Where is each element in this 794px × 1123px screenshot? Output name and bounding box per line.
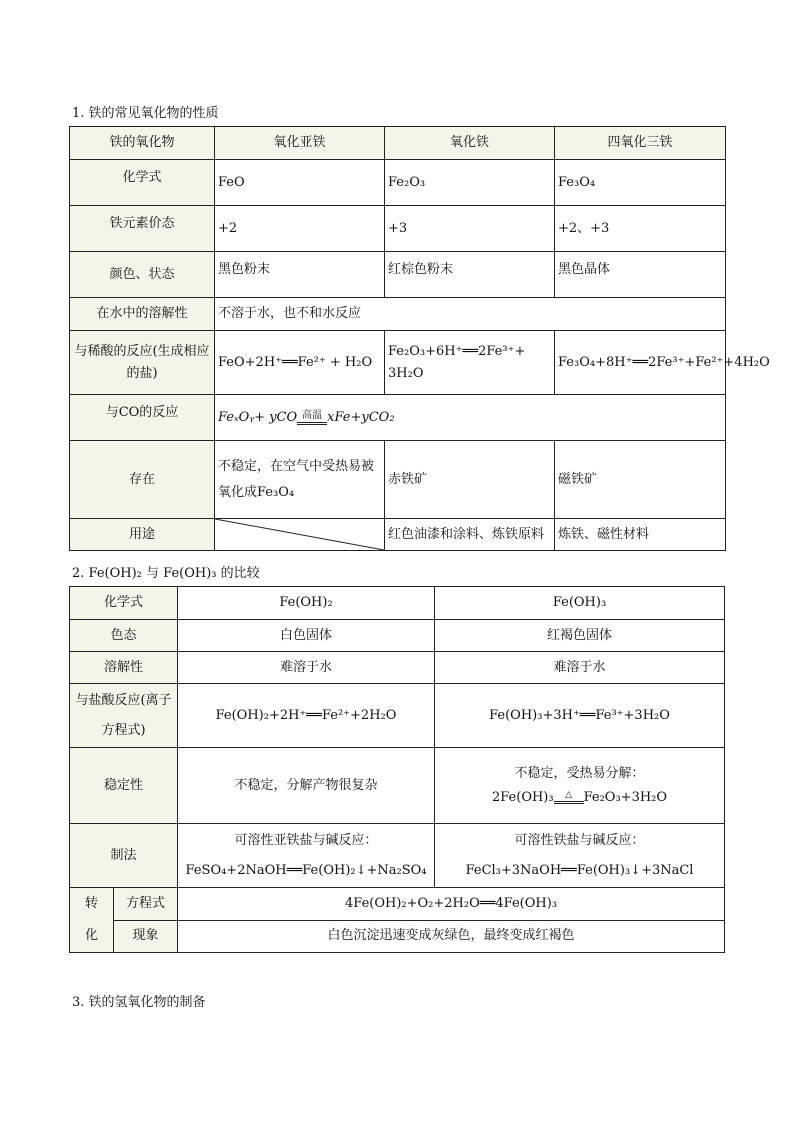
table-cell: Fe₂O₃ (385, 160, 555, 206)
table-cell: 赤铁矿 (385, 441, 555, 519)
stability-note: 不稳定，受热易分解： (514, 765, 645, 781)
table-cell: 难溶于水 (435, 652, 725, 684)
table-cell (178, 824, 435, 888)
table-cell: FeO+2H⁺══Fe²⁺ + H₂O (215, 331, 385, 395)
row-label: 用途 (70, 519, 215, 551)
iron-hydroxides-table (69, 586, 725, 953)
method-equation: FeSO₄+2NaOH══Fe(OH)₂↓+Na₂SO₄ (185, 862, 427, 878)
method-equation: FeCl₃+3NaOH══Fe(OH)₃↓+3NaCl (465, 862, 694, 878)
row-label: 现象 (114, 920, 178, 953)
table-cell: +2 (215, 206, 385, 252)
row-label: 制法 (70, 824, 178, 888)
row-label: 铁元素价态 (70, 206, 215, 252)
table-cell: 不溶于水，也不和水反应 (215, 298, 726, 331)
table-cell: +2、+3 (555, 206, 726, 252)
method-note: 可溶性铁盐与碱反应： (514, 832, 645, 848)
row-label: 存在 (70, 441, 215, 519)
table-cell: 不稳定，在空气中受热易被氧化成Fe₃O₄ (215, 441, 385, 519)
section2-title: 2. Fe(OH)₂ 与 Fe(OH)₃ 的比较 (72, 566, 260, 581)
table-cell: Fe₃O₄+8H⁺══2Fe³⁺+Fe²⁺+4H₂O (555, 331, 726, 395)
table-cell (435, 824, 725, 888)
header-cell: 四氧化三铁 (555, 127, 726, 160)
row-label: 溶解性 (70, 652, 178, 684)
table-cell: 红棕色粉末 (385, 252, 555, 298)
table-cell (435, 748, 725, 824)
table-cell: 难溶于水 (178, 652, 435, 684)
table-cell: 4Fe(OH)₂+O₂+2H₂O══4Fe(OH)₃ (178, 888, 725, 921)
table-cell: +3 (385, 206, 555, 252)
row-label: 色态 (70, 620, 178, 652)
diagonal-line (215, 519, 384, 550)
row-label: 化学式 (70, 160, 215, 206)
table-cell: Fe₃O₄ (555, 160, 726, 206)
row-label: 稳定性 (70, 748, 178, 824)
row-label: 颜色、状态 (70, 252, 215, 298)
table-cell: FeO (215, 160, 385, 206)
section3-title: 3. 铁的氢氧化物的制备 (72, 995, 206, 1010)
header-cell: 铁的氧化物 (70, 127, 215, 160)
table-cell: Fe(OH)₃ (435, 587, 725, 620)
table-cell: Fe(OH)₂+2H⁺══Fe²⁺+2H₂O (178, 684, 435, 748)
table-cell: 黑色晶体 (555, 252, 726, 298)
table-cell: 磁铁矿 (555, 441, 726, 519)
row-label: 与稀酸的反应(生成相应的盐) (70, 331, 215, 395)
row-label: 与盐酸反应(离子方程式) (70, 684, 178, 748)
row-label: 在水中的溶解性 (70, 298, 215, 331)
decomposition-equation: 2Fe(OH)₃ △ Fe₂O₃+3H₂O (491, 789, 668, 805)
section1-title: 1. 铁的常见氧化物的性质 (72, 106, 219, 121)
header-cell: 氧化亚铁 (215, 127, 385, 160)
condition-heat: △ (565, 790, 573, 800)
table-cell: 红褐色固体 (435, 620, 725, 652)
table-cell: 炼铁、磁性材料 (555, 519, 726, 551)
row-label: 化学式 (70, 587, 178, 620)
method-note: 可溶性亚铁盐与碱反应： (234, 832, 378, 848)
table-cell: 红色油漆和涂料、炼铁原料 (385, 519, 555, 551)
table-cell: Fe(OH)₃+3H⁺══Fe³⁺+3H₂O (435, 684, 725, 748)
table-cell: 黑色粉末 (215, 252, 385, 298)
diagonal-empty-cell (215, 519, 385, 551)
table-cell: 白色沉淀迅速变成灰绿色，最终变成红褐色 (178, 920, 725, 953)
row-label: 方程式 (114, 888, 178, 921)
iron-oxides-table (69, 126, 770, 551)
table-cell: 不稳定，分解产物很复杂 (178, 748, 435, 824)
table-cell: Fe₂O₃+6H⁺══2Fe³⁺+ 3H₂O (385, 331, 555, 395)
table-cell: Fe(OH)₂ (178, 587, 435, 620)
header-cell: 氧化铁 (385, 127, 555, 160)
co-reaction-equation: FeₓOᵧ+ yCO 高温 xFe+yCO₂ (215, 395, 726, 441)
table-cell: 白色固体 (178, 620, 435, 652)
conversion-label: 转化 (70, 888, 114, 953)
condition-high-temp: 高温 (302, 409, 323, 421)
row-label: 与CO的反应 (70, 395, 215, 441)
